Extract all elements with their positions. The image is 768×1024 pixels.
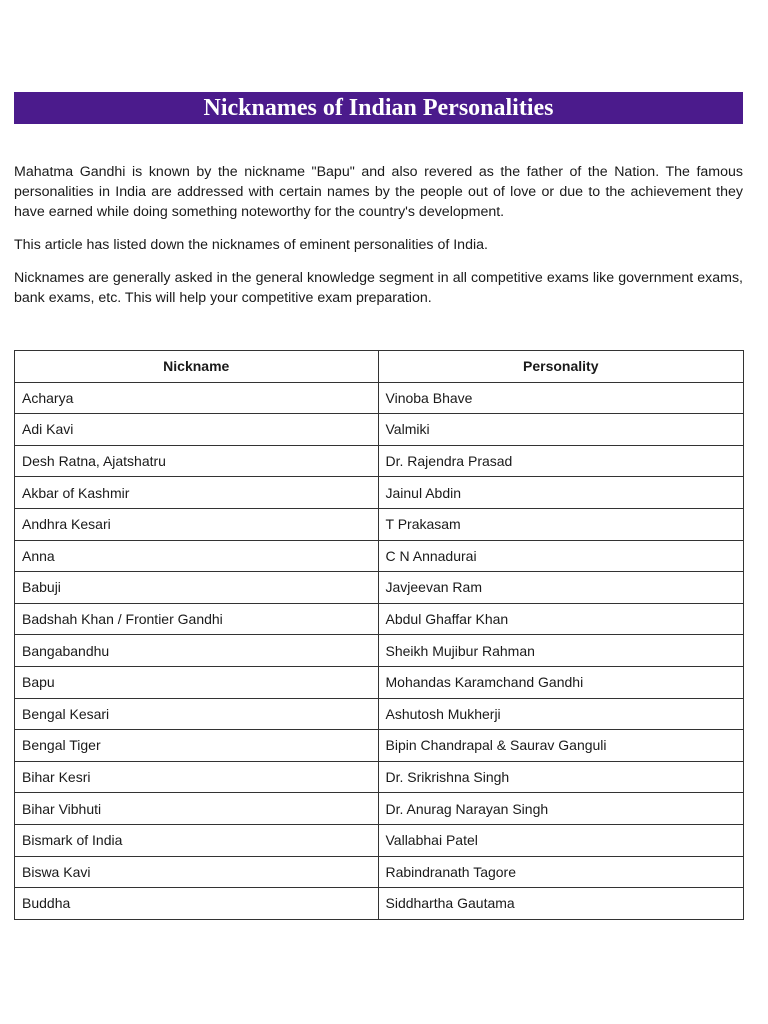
personality-cell: Sheikh Mujibur Rahman bbox=[378, 635, 744, 667]
column-header-personality: Personality bbox=[378, 351, 744, 383]
nickname-cell: Bengal Tiger bbox=[15, 730, 379, 762]
nickname-cell: Badshah Khan / Frontier Gandhi bbox=[15, 603, 379, 635]
table-row bbox=[15, 824, 744, 856]
nickname-cell: Biswa Kavi bbox=[15, 856, 379, 888]
nickname-cell: Acharya bbox=[15, 382, 379, 414]
table-row bbox=[15, 445, 744, 477]
personality-cell: Siddhartha Gautama bbox=[378, 888, 744, 920]
nickname-cell: Bismark of India bbox=[15, 824, 379, 856]
nickname-cell: Adi Kavi bbox=[15, 414, 379, 446]
personality-cell: Javjeevan Ram bbox=[378, 572, 744, 604]
table-row bbox=[15, 477, 744, 509]
table-row bbox=[15, 698, 744, 730]
nickname-cell: Bihar Kesri bbox=[15, 761, 379, 793]
table-row bbox=[15, 793, 744, 825]
nickname-cell: Bapu bbox=[15, 666, 379, 698]
personality-cell: Dr. Rajendra Prasad bbox=[378, 445, 744, 477]
personality-cell: Vinoba Bhave bbox=[378, 382, 744, 414]
nickname-cell: Buddha bbox=[15, 888, 379, 920]
table-row bbox=[15, 414, 744, 446]
personality-cell: Mohandas Karamchand Gandhi bbox=[378, 666, 744, 698]
table-row bbox=[15, 572, 744, 604]
table-row bbox=[15, 888, 744, 920]
personality-cell: Valmiki bbox=[378, 414, 744, 446]
table-row bbox=[15, 856, 744, 888]
personality-cell: Rabindranath Tagore bbox=[378, 856, 744, 888]
table-body bbox=[15, 382, 744, 919]
personality-cell: Abdul Ghaffar Khan bbox=[378, 603, 744, 635]
table-row bbox=[15, 666, 744, 698]
intro-paragraph: Nicknames are generally asked in the general knowledge segment in all competitive exams like government exams, bank exams, etc. This will help your competitive exam preparation. bbox=[14, 270, 743, 306]
table-row bbox=[15, 761, 744, 793]
personality-cell: Bipin Chandrapal & Saurav Ganguli bbox=[378, 730, 744, 762]
personality-cell: Dr. Anurag Narayan Singh bbox=[378, 793, 744, 825]
nickname-cell: Andhra Kesari bbox=[15, 508, 379, 540]
table-row bbox=[15, 508, 744, 540]
personality-cell: Ashutosh Mukherji bbox=[378, 698, 744, 730]
table-row bbox=[15, 730, 744, 762]
nickname-cell: Anna bbox=[15, 540, 379, 572]
personality-cell: T Prakasam bbox=[378, 508, 744, 540]
intro-text bbox=[14, 162, 743, 321]
table-row bbox=[15, 603, 744, 635]
table-row bbox=[15, 540, 744, 572]
nickname-cell: Bengal Kesari bbox=[15, 698, 379, 730]
nicknames-table bbox=[14, 350, 744, 920]
personality-cell: C N Annadurai bbox=[378, 540, 744, 572]
nickname-cell: Desh Ratna, Ajatshatru bbox=[15, 445, 379, 477]
nickname-cell: Akbar of Kashmir bbox=[15, 477, 379, 509]
table-row bbox=[15, 635, 744, 667]
personality-cell: Vallabhai Patel bbox=[378, 824, 744, 856]
personality-cell: Jainul Abdin bbox=[378, 477, 744, 509]
nickname-cell: Babuji bbox=[15, 572, 379, 604]
nickname-cell: Bangabandhu bbox=[15, 635, 379, 667]
table-row bbox=[15, 382, 744, 414]
column-header-nickname: Nickname bbox=[15, 351, 379, 383]
page-title: Nicknames of Indian Personalities bbox=[203, 95, 554, 121]
intro-paragraph: This article has listed down the nicknames of eminent personalities of India. bbox=[14, 237, 488, 253]
intro-paragraph: Mahatma Gandhi is known by the nickname "Bapu" and also revered as the father of the Nation. The famous personalities in India are addressed with certain names by the people out of love or due to the achievement they have earned while doing something noteworthy for the country's development. bbox=[14, 164, 743, 220]
page-title-banner bbox=[14, 92, 743, 124]
table-header-row bbox=[15, 351, 744, 383]
nickname-cell: Bihar Vibhuti bbox=[15, 793, 379, 825]
personality-cell: Dr. Srikrishna Singh bbox=[378, 761, 744, 793]
